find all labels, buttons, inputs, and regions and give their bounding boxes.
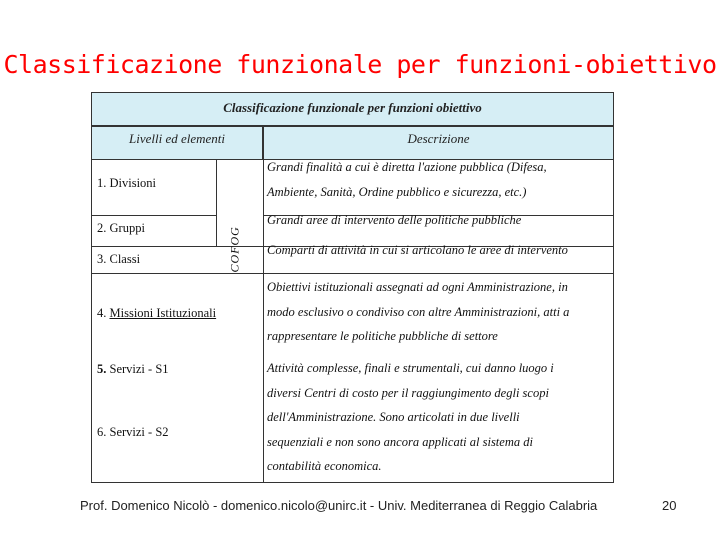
table-body: [91, 160, 614, 483]
row-label-gruppi: [97, 221, 145, 236]
desc-line: diversi Centri di costo per il raggiungimento degli scopi: [267, 385, 549, 400]
desc-line: Ambiente, Sanità, Ordine pubblico e sicurezza, etc.): [267, 184, 527, 199]
row-desc-divisioni: [267, 155, 607, 204]
row-label-servizi-s2: [97, 425, 169, 440]
row-divider: [91, 215, 216, 216]
row-name: Servizi - S2: [109, 425, 169, 439]
desc-line: Obiettivi istituzionali assegnati ad ogni Amministrazione, in: [267, 280, 568, 294]
row-desc-gruppi: [267, 208, 607, 233]
page-number: 20: [662, 498, 677, 513]
row-desc-servizi: [267, 356, 607, 479]
row-number: 2.: [97, 221, 107, 235]
row-number: 5.: [97, 362, 107, 376]
desc-line: Attività complesse, finali e strumentali, cui danno luogo i: [267, 361, 554, 375]
slide-title: Classificazione funzionale per funzioni-obiettivo: [3, 50, 717, 79]
row-divider: [91, 273, 614, 274]
row-desc-classi: [267, 238, 607, 263]
desc-line: dell'Amministrazione. Sono articolati in due livelli: [267, 410, 520, 424]
border-right: [613, 160, 614, 483]
row-number: 6.: [97, 425, 107, 439]
classification-table: [91, 92, 614, 483]
border-bottom: [91, 482, 614, 483]
row-name: Servizi - S1: [109, 362, 169, 376]
row-name: Gruppi: [109, 221, 145, 235]
desc-line: modo esclusivo o condiviso con altre Amministrazioni, atti a: [267, 304, 570, 319]
cofog-label: COFOG: [227, 226, 242, 273]
row-desc-missioni: [267, 275, 607, 349]
table-title: Classificazione funzionale per funzioni obiettivo: [91, 92, 614, 126]
column-divider: [263, 160, 264, 483]
row-label-divisioni: [97, 176, 156, 191]
row-name: Missioni Istituzionali: [109, 306, 217, 320]
slide-footer: Prof. Domenico Nicolò - domenico.nicolo@unirc.it - Univ. Mediterranea di Reggio Calabria: [80, 498, 598, 513]
column-header-levels: Livelli ed elementi: [91, 126, 263, 160]
cofog-divider: [216, 160, 217, 246]
row-number: 4.: [97, 306, 107, 320]
desc-line: sequenziali e non sono ancora applicati al sistema di: [267, 434, 533, 449]
row-number: 1.: [97, 176, 107, 190]
border-left: [91, 160, 92, 483]
desc-line: Comparti di attività in cui si articolano le aree di intervento: [267, 243, 568, 257]
row-label-servizi-s1: [97, 362, 169, 377]
column-header-description: Descrizione: [263, 126, 614, 160]
row-name: Classi: [109, 252, 141, 266]
row-number: 3.: [97, 252, 107, 266]
desc-line: Grandi finalità a cui è diretta l'azione pubblica (Difesa,: [267, 160, 547, 174]
row-label-missioni: [97, 306, 216, 321]
desc-line: Grandi aree di intervento delle politiche pubbliche: [267, 213, 522, 227]
desc-line: contabilità economica.: [267, 459, 382, 473]
row-label-classi: [97, 252, 140, 267]
desc-line: rappresentare le politiche pubbliche di settore: [267, 329, 498, 343]
row-name: Divisioni: [109, 176, 157, 190]
